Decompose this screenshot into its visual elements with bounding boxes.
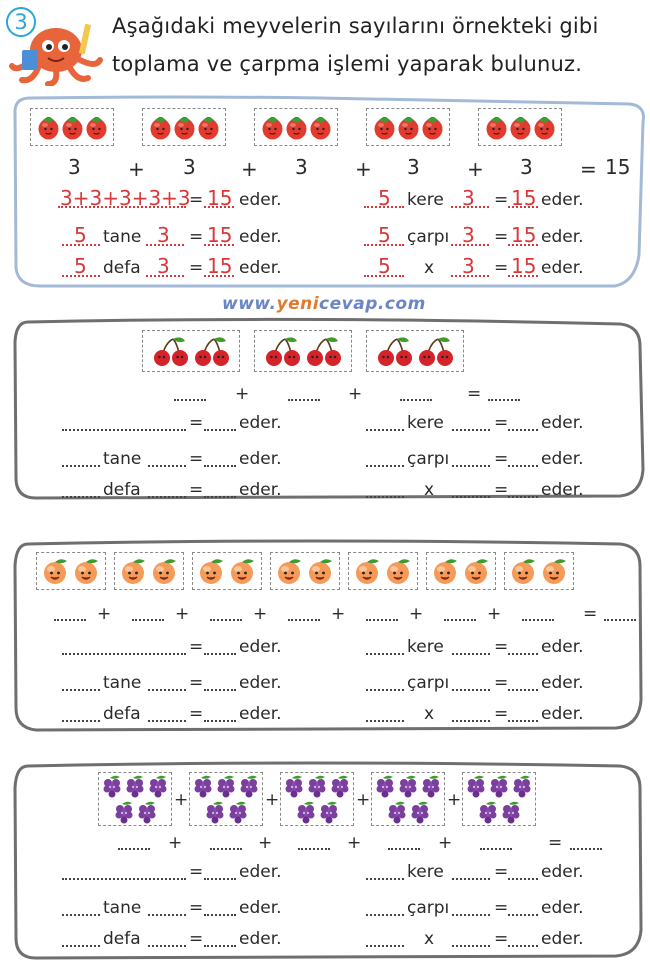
example-multiplicand-answer: 3 xyxy=(157,254,170,278)
grapes-icon xyxy=(397,774,419,798)
cherry-icon xyxy=(304,335,344,367)
answer-blank[interactable] xyxy=(210,847,242,850)
eder-label: eder. xyxy=(541,480,584,500)
times-sign: x xyxy=(424,258,435,278)
eder-label: eder. xyxy=(239,898,282,918)
answer-blank[interactable] xyxy=(210,618,242,621)
times-sign: x xyxy=(424,929,435,949)
fruit-group-box xyxy=(426,552,496,590)
carpi-label: çarpı xyxy=(407,673,450,693)
defa-label: defa xyxy=(103,929,141,949)
grapes-icon xyxy=(409,800,431,824)
example-multiplicand-answer: 3 xyxy=(462,254,475,278)
eder-label: eder. xyxy=(239,673,282,693)
grapes-icon xyxy=(192,774,214,798)
cherry-icon xyxy=(192,335,232,367)
answer-blank[interactable] xyxy=(148,688,186,691)
equals-sign: = xyxy=(494,190,509,210)
equals-sign: = xyxy=(189,673,204,693)
equals-sign: = xyxy=(189,929,204,949)
example-multiplier-answer: 5 xyxy=(378,254,391,278)
answer-blank[interactable] xyxy=(204,719,236,722)
plus-sign: + xyxy=(258,833,273,853)
equals-sign: = xyxy=(494,704,509,724)
equals-sign: = xyxy=(189,637,204,657)
answer-blank[interactable] xyxy=(366,495,404,498)
eq-plus-2: + xyxy=(241,157,258,181)
example-sum-answer: 3+3+3+3+3 xyxy=(60,186,191,210)
fruit-group-box xyxy=(189,772,263,826)
grapes-icon xyxy=(215,774,237,798)
instruction-line-1: Aşağıdaki meyvelerin sayılarını örnekteki gibi xyxy=(112,14,599,38)
eder-label: eder. xyxy=(541,862,584,882)
eder-label: eder. xyxy=(541,227,584,247)
defa-label: defa xyxy=(103,258,141,278)
peach-icon xyxy=(119,557,149,585)
answer-blank[interactable] xyxy=(204,495,236,498)
eq-term-5: 3 xyxy=(520,155,533,179)
grapes-icon xyxy=(147,774,169,798)
answer-blank[interactable] xyxy=(452,464,490,467)
answer-blank[interactable] xyxy=(366,719,404,722)
fruit-group-box xyxy=(462,772,536,826)
answer-blank[interactable] xyxy=(204,464,236,467)
answer-blank[interactable] xyxy=(132,618,164,621)
answer-blank[interactable] xyxy=(480,847,512,850)
answer-blank[interactable] xyxy=(204,428,236,431)
answer-blank[interactable] xyxy=(204,944,236,947)
answer-blank[interactable] xyxy=(452,719,490,722)
fruit-group-box xyxy=(366,330,464,372)
answer-blank[interactable] xyxy=(62,877,186,880)
tane-label: tane xyxy=(103,673,142,693)
plus-sign: + xyxy=(168,833,183,853)
eder-label: eder. xyxy=(541,413,584,433)
tane-label: tane xyxy=(103,227,142,247)
fruit-group-box xyxy=(36,552,106,590)
plus-sign: + xyxy=(253,604,268,624)
eder-label: eder. xyxy=(541,190,584,210)
answer-blank[interactable] xyxy=(452,944,490,947)
answer-blank[interactable] xyxy=(400,398,432,401)
eq-term-3: 3 xyxy=(295,155,308,179)
plus-sign: + xyxy=(447,790,462,810)
grapes-icon xyxy=(136,800,158,824)
answer-blank[interactable] xyxy=(508,877,538,880)
equals-sign: = xyxy=(494,413,509,433)
peach-icon xyxy=(197,557,227,585)
equals-sign: = xyxy=(189,898,204,918)
eq-equals: = xyxy=(580,157,597,181)
answer-blank[interactable] xyxy=(204,913,236,916)
answer-blank[interactable] xyxy=(62,464,100,467)
answer-blank[interactable] xyxy=(62,944,100,947)
plus-sign: + xyxy=(438,833,453,853)
times-sign: x xyxy=(424,480,435,500)
peach-icon xyxy=(275,557,305,585)
equals-sign: = xyxy=(548,833,563,853)
equals-sign: = xyxy=(494,898,509,918)
eder-label: eder. xyxy=(239,480,282,500)
eq-term-2: 3 xyxy=(183,155,196,179)
answer-blank[interactable] xyxy=(366,428,404,431)
answer-blank[interactable] xyxy=(508,428,538,431)
eq-result: 15 xyxy=(605,155,631,179)
eder-label: eder. xyxy=(239,258,282,278)
grapes-icon xyxy=(124,774,146,798)
fruit-group-box xyxy=(142,330,240,372)
answer-blank[interactable] xyxy=(366,464,404,467)
equals-sign: = xyxy=(189,704,204,724)
instruction-line-2: toplama ve çarpma işlemi yaparak bulunuz. xyxy=(112,52,583,76)
answer-blank[interactable] xyxy=(488,398,520,401)
equals-sign: = xyxy=(189,413,204,433)
answer-blank[interactable] xyxy=(62,652,186,655)
carpi-label: çarpı xyxy=(407,449,450,469)
peach-icon xyxy=(384,557,414,585)
answer-blank[interactable] xyxy=(366,944,404,947)
equals-sign: = xyxy=(189,258,204,278)
fruit-group-box xyxy=(254,330,352,372)
answer-blank[interactable] xyxy=(508,464,538,467)
eder-label: eder. xyxy=(541,898,584,918)
peach-icon xyxy=(509,557,539,585)
grapes-icon xyxy=(283,774,305,798)
grapes-icon xyxy=(374,774,396,798)
answer-blank[interactable] xyxy=(62,495,100,498)
plus-sign: + xyxy=(175,604,190,624)
answer-blank[interactable] xyxy=(452,428,490,431)
eder-label: eder. xyxy=(239,862,282,882)
grapes-icon xyxy=(420,774,442,798)
equals-sign: = xyxy=(583,604,598,624)
answer-blank[interactable] xyxy=(604,618,636,621)
cherry-icon xyxy=(263,335,303,367)
plus-sign: + xyxy=(409,604,424,624)
answer-blank[interactable] xyxy=(452,913,490,916)
equals-sign: = xyxy=(494,929,509,949)
answer-blank[interactable] xyxy=(204,877,236,880)
peach-icon xyxy=(540,557,570,585)
answer-blank[interactable] xyxy=(204,652,236,655)
answer-blank[interactable] xyxy=(388,847,420,850)
answer-blank[interactable] xyxy=(54,618,86,621)
defa-label: defa xyxy=(103,480,141,500)
answer-blank[interactable] xyxy=(508,495,538,498)
grapes-icon xyxy=(511,774,533,798)
answer-blank[interactable] xyxy=(570,847,602,850)
tane-label: tane xyxy=(103,449,142,469)
answer-blank[interactable] xyxy=(452,688,490,691)
example-multiplier-answer: 5 xyxy=(74,223,87,247)
grapes-icon xyxy=(318,800,340,824)
example-multiplier-answer: 5 xyxy=(74,254,87,278)
equals-sign: = xyxy=(494,637,509,657)
carpi-label: çarpı xyxy=(407,898,450,918)
eder-label: eder. xyxy=(541,449,584,469)
fruit-group-box xyxy=(114,552,184,590)
grapes-icon xyxy=(386,800,408,824)
eder-label: eder. xyxy=(541,673,584,693)
peach-icon xyxy=(41,557,71,585)
eq-plus-3: + xyxy=(355,157,372,181)
grapes-icon xyxy=(113,800,135,824)
kere-label: kere xyxy=(407,413,444,433)
answer-blank[interactable] xyxy=(148,464,186,467)
answer-blank[interactable] xyxy=(366,652,404,655)
grapes-icon xyxy=(227,800,249,824)
plus-sign: + xyxy=(348,384,363,404)
eq-term-1: 3 xyxy=(68,155,81,179)
answer-blank[interactable] xyxy=(148,495,186,498)
answer-blank[interactable] xyxy=(148,944,186,947)
grapes-icon xyxy=(204,800,226,824)
eq-plus-4: + xyxy=(467,157,484,181)
fruit-group-box xyxy=(270,552,340,590)
example-result-answer: 15 xyxy=(207,254,233,278)
kere-label: kere xyxy=(407,637,444,657)
answer-blank[interactable] xyxy=(62,688,100,691)
equals-sign: = xyxy=(189,480,204,500)
kere-label: kere xyxy=(407,190,444,210)
equals-sign: = xyxy=(494,673,509,693)
example-multiplicand-answer: 3 xyxy=(462,186,475,210)
fruit-group-box xyxy=(98,772,172,826)
equals-sign: = xyxy=(494,258,509,278)
answer-blank[interactable] xyxy=(62,719,100,722)
peach-icon xyxy=(72,557,102,585)
answer-blank[interactable] xyxy=(522,618,554,621)
example-result-answer: 15 xyxy=(207,186,233,210)
answer-blank[interactable] xyxy=(288,618,320,621)
times-sign: x xyxy=(424,704,435,724)
plus-sign: + xyxy=(347,833,362,853)
fruit-group-box xyxy=(371,772,445,826)
eder-label: eder. xyxy=(239,704,282,724)
eq-term-4: 3 xyxy=(407,155,420,179)
example-multiplicand-answer: 3 xyxy=(157,223,170,247)
eder-label: eder. xyxy=(239,637,282,657)
plus-sign: + xyxy=(356,790,371,810)
answer-blank[interactable] xyxy=(148,913,186,916)
answer-blank[interactable] xyxy=(288,398,320,401)
example-result-answer: 15 xyxy=(207,223,233,247)
answer-blank[interactable] xyxy=(452,495,490,498)
answer-blank[interactable] xyxy=(444,618,476,621)
answer-blank[interactable] xyxy=(508,913,538,916)
peach-icon xyxy=(228,557,258,585)
plus-sign: + xyxy=(265,790,280,810)
exercise-number-badge: 3 xyxy=(6,7,36,37)
answer-blank[interactable] xyxy=(366,688,404,691)
grapes-icon xyxy=(101,774,123,798)
example-result-answer: 15 xyxy=(511,223,537,247)
answer-blank[interactable] xyxy=(508,652,538,655)
grapes-icon xyxy=(238,774,260,798)
eder-label: eder. xyxy=(541,929,584,949)
equals-sign: = xyxy=(494,480,509,500)
peach-icon xyxy=(306,557,336,585)
answer-blank[interactable] xyxy=(366,913,404,916)
plus-sign: + xyxy=(235,384,250,404)
example-multiplicand-answer: 3 xyxy=(462,223,475,247)
example-multiplier-answer: 5 xyxy=(378,223,391,247)
plus-sign: + xyxy=(174,790,189,810)
eder-label: eder. xyxy=(239,413,282,433)
cherry-icon xyxy=(151,335,191,367)
peach-icon xyxy=(431,557,461,585)
example-result-answer: 15 xyxy=(511,254,537,278)
equals-sign: = xyxy=(189,449,204,469)
eder-label: eder. xyxy=(239,227,282,247)
defa-label: defa xyxy=(103,704,141,724)
example-result-answer: 15 xyxy=(511,186,537,210)
grapes-icon xyxy=(295,800,317,824)
peach-icon xyxy=(353,557,383,585)
eder-label: eder. xyxy=(541,637,584,657)
answer-blank[interactable] xyxy=(118,847,150,850)
eder-label: eder. xyxy=(541,258,584,278)
answer-blank[interactable] xyxy=(298,847,330,850)
answer-blank[interactable] xyxy=(148,719,186,722)
cherry-icon xyxy=(375,335,415,367)
grapes-icon xyxy=(306,774,328,798)
kere-label: kere xyxy=(407,862,444,882)
eder-label: eder. xyxy=(541,704,584,724)
plus-sign: + xyxy=(487,604,502,624)
fruit-group-box xyxy=(192,552,262,590)
equals-sign: = xyxy=(189,862,204,882)
fruit-group-box xyxy=(348,552,418,590)
eder-label: eder. xyxy=(239,190,282,210)
answer-blank[interactable] xyxy=(204,688,236,691)
peach-icon xyxy=(462,557,492,585)
answer-blank[interactable] xyxy=(366,618,398,621)
eder-label: eder. xyxy=(239,449,282,469)
watermark: www.yenicevap.com xyxy=(222,294,426,314)
fruit-group-box xyxy=(504,552,574,590)
answer-blank[interactable] xyxy=(174,398,206,401)
answer-blank[interactable] xyxy=(452,652,490,655)
answer-blank[interactable] xyxy=(366,877,404,880)
example-multiplier-answer: 5 xyxy=(378,186,391,210)
peach-icon xyxy=(150,557,180,585)
plus-sign: + xyxy=(97,604,112,624)
carpi-label: çarpı xyxy=(407,227,450,247)
equals-sign: = xyxy=(467,384,482,404)
answer-blank[interactable] xyxy=(452,877,490,880)
answer-blank[interactable] xyxy=(62,913,100,916)
equals-sign: = xyxy=(189,227,204,247)
eder-label: eder. xyxy=(239,929,282,949)
eq-plus-1: + xyxy=(128,157,145,181)
fruit-group-box xyxy=(280,772,354,826)
grapes-icon xyxy=(488,774,510,798)
equals-sign: = xyxy=(189,190,204,210)
grapes-icon xyxy=(500,800,522,824)
answer-blank[interactable] xyxy=(62,428,186,431)
grapes-icon xyxy=(465,774,487,798)
cherry-icon xyxy=(416,335,456,367)
grapes-icon xyxy=(329,774,351,798)
equals-sign: = xyxy=(494,449,509,469)
plus-sign: + xyxy=(331,604,346,624)
grapes-icon xyxy=(477,800,499,824)
tane-label: tane xyxy=(103,898,142,918)
answer-blank[interactable] xyxy=(508,944,538,947)
answer-blank[interactable] xyxy=(508,688,538,691)
equals-sign: = xyxy=(494,227,509,247)
answer-blank[interactable] xyxy=(508,719,538,722)
equals-sign: = xyxy=(494,862,509,882)
